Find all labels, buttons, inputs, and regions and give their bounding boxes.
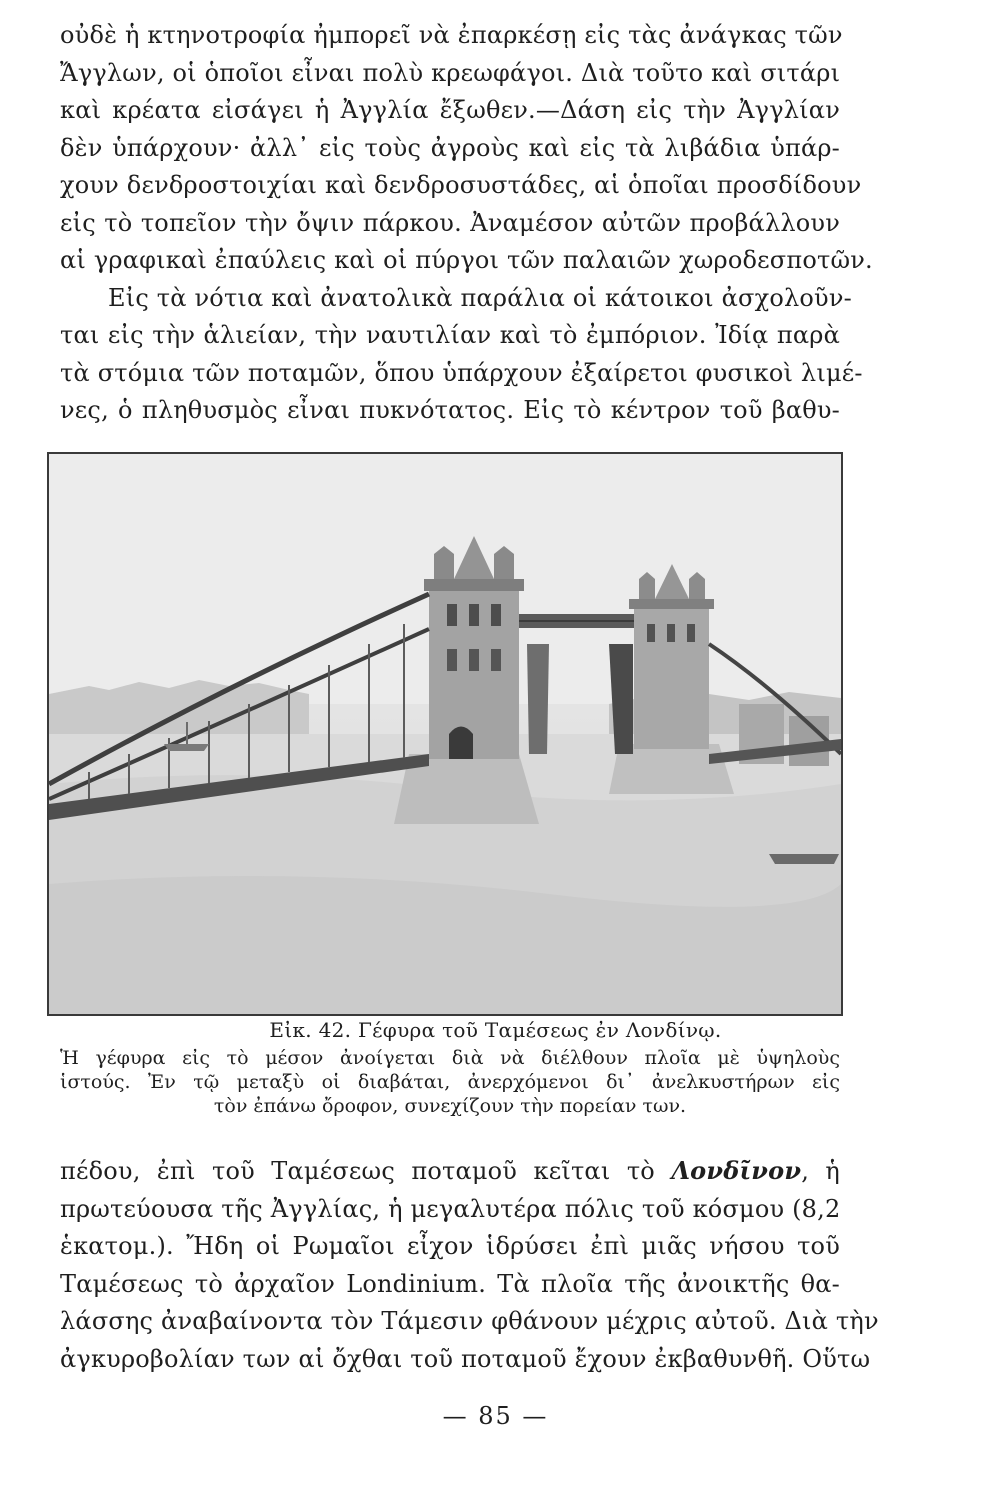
text-line: τὰ στόμια τῶν ποταμῶν, ὅπου ὑπάρχουν ἐξαίρετοι φυσικοὶ λιμέ- [60, 358, 863, 387]
caption-line: Ἡ γέφυρα εἰς τὸ μέσον ἀνοίγεται διὰ νὰ διέλθουν πλοῖα μὲ ὑψηλοὺς [60, 1047, 840, 1069]
tower-bridge-illustration [49, 454, 841, 1014]
text-line: καὶ κρέατα εἰσάγει ἡ Ἀγγλία ἔξωθεν.—Δάση εἰς τὴν Ἀγγλίαν [60, 96, 840, 124]
text-segment: , ἡ [801, 1157, 840, 1185]
figure-caption [60, 1046, 840, 1118]
text-line: οὐδὲ ἡ κτηνοτροφία ἠμπορεῖ νὰ ἐπαρκέσῃ εἰς τὰς ἀνάγκας τῶν [60, 21, 843, 49]
text-line: ἑκατομ.). Ἤδη οἱ Ρωμαῖοι εἶχον ἱδρύσει ἐπὶ μιᾶς νήσου τοῦ [60, 1232, 840, 1260]
text-line: ται εἰς τὴν ἁλιείαν, τὴν ναυτιλίαν καὶ τὸ ἐμπόριον. Ἰδίᾳ παρὰ [60, 321, 840, 349]
text-line: Ἄγγλων, οἱ ὁποῖοι εἶναι πολὺ κρεωφάγοι. Διὰ τοῦτο καὶ σιτάρι [60, 58, 841, 87]
bottom-paragraph [60, 1152, 879, 1378]
text-line: χουν δενδροστοιχίαι καὶ δενδροσυστάδες, αἱ ὁποῖαι προσδίδουν [60, 171, 862, 199]
text-line: πρωτεύουσα τῆς Ἀγγλίας, ἡ μεγαλυτέρα πόλις τοῦ κόσμου (8,2 [60, 1194, 841, 1223]
text-line [60, 1152, 840, 1191]
text-line: Εἰς τὰ νότια καὶ ἀνατολικὰ παράλια οἱ κάτοικοι ἀσχολοῦν- [108, 283, 852, 312]
caption-line: τὸν ἐπάνω ὄροφον, συνεχίζουν τὴν πορείαν των. [213, 1095, 687, 1117]
city-name-emphasis: Λονδῖνον [671, 1156, 802, 1185]
text-line: εἰς τὸ τοπεῖον τὴν ὄψιν πάρκου. Ἀναμέσον αὐτῶν προβάλλουν [60, 208, 840, 237]
text-line: δὲν ὑπάρχουν· ἀλλ᾿ εἰς τοὺς ἀγροὺς καὶ εἰς τὰ λιβάδια ὑπάρ- [60, 133, 840, 162]
text-line: ἀγκυροβολίαν των αἱ ὄχθαι τοῦ ποταμοῦ ἔχουν ἐκβαθυνθῆ. Οὕτω [60, 1344, 871, 1373]
page-number: — 85 — [442, 1402, 549, 1430]
text-line: αἱ γραφικαὶ ἐπαύλεις καὶ οἱ πύργοι τῶν παλαιῶν χωροδεσποτῶν. [60, 246, 873, 274]
top-paragraph [60, 17, 873, 430]
text-line: Ταμέσεως τὸ ἀρχαῖον Londinium. Τὰ πλοῖα τῆς ἀνοικτῆς θα- [60, 1269, 840, 1298]
text-segment: πέδου, ἐπὶ τοῦ Ταμέσεως ποταμοῦ κεῖται τὸ [60, 1157, 672, 1185]
caption-line: ἱστούς. Ἐν τῷ μεταξὺ οἱ διαβάται, ἀνερχόμενοι δι᾿ ἀνελκυστήρων εἰς [60, 1071, 840, 1093]
tower-bridge-photo [47, 452, 843, 1016]
text-line: νες, ὁ πληθυσμὸς εἶναι πυκνότατος. Εἰς τὸ κέντρον τοῦ βαθυ- [60, 396, 840, 424]
figure-caption-title: Εἰκ. 42. Γέφυρα τοῦ Ταμέσεως ἐν Λονδίνῳ. [269, 1018, 722, 1042]
text-line: λάσσης ἀναβαίνοντα τὸν Τάμεσιν φθάνουν μέχρις αὐτοῦ. Διὰ τὴν [60, 1307, 879, 1335]
